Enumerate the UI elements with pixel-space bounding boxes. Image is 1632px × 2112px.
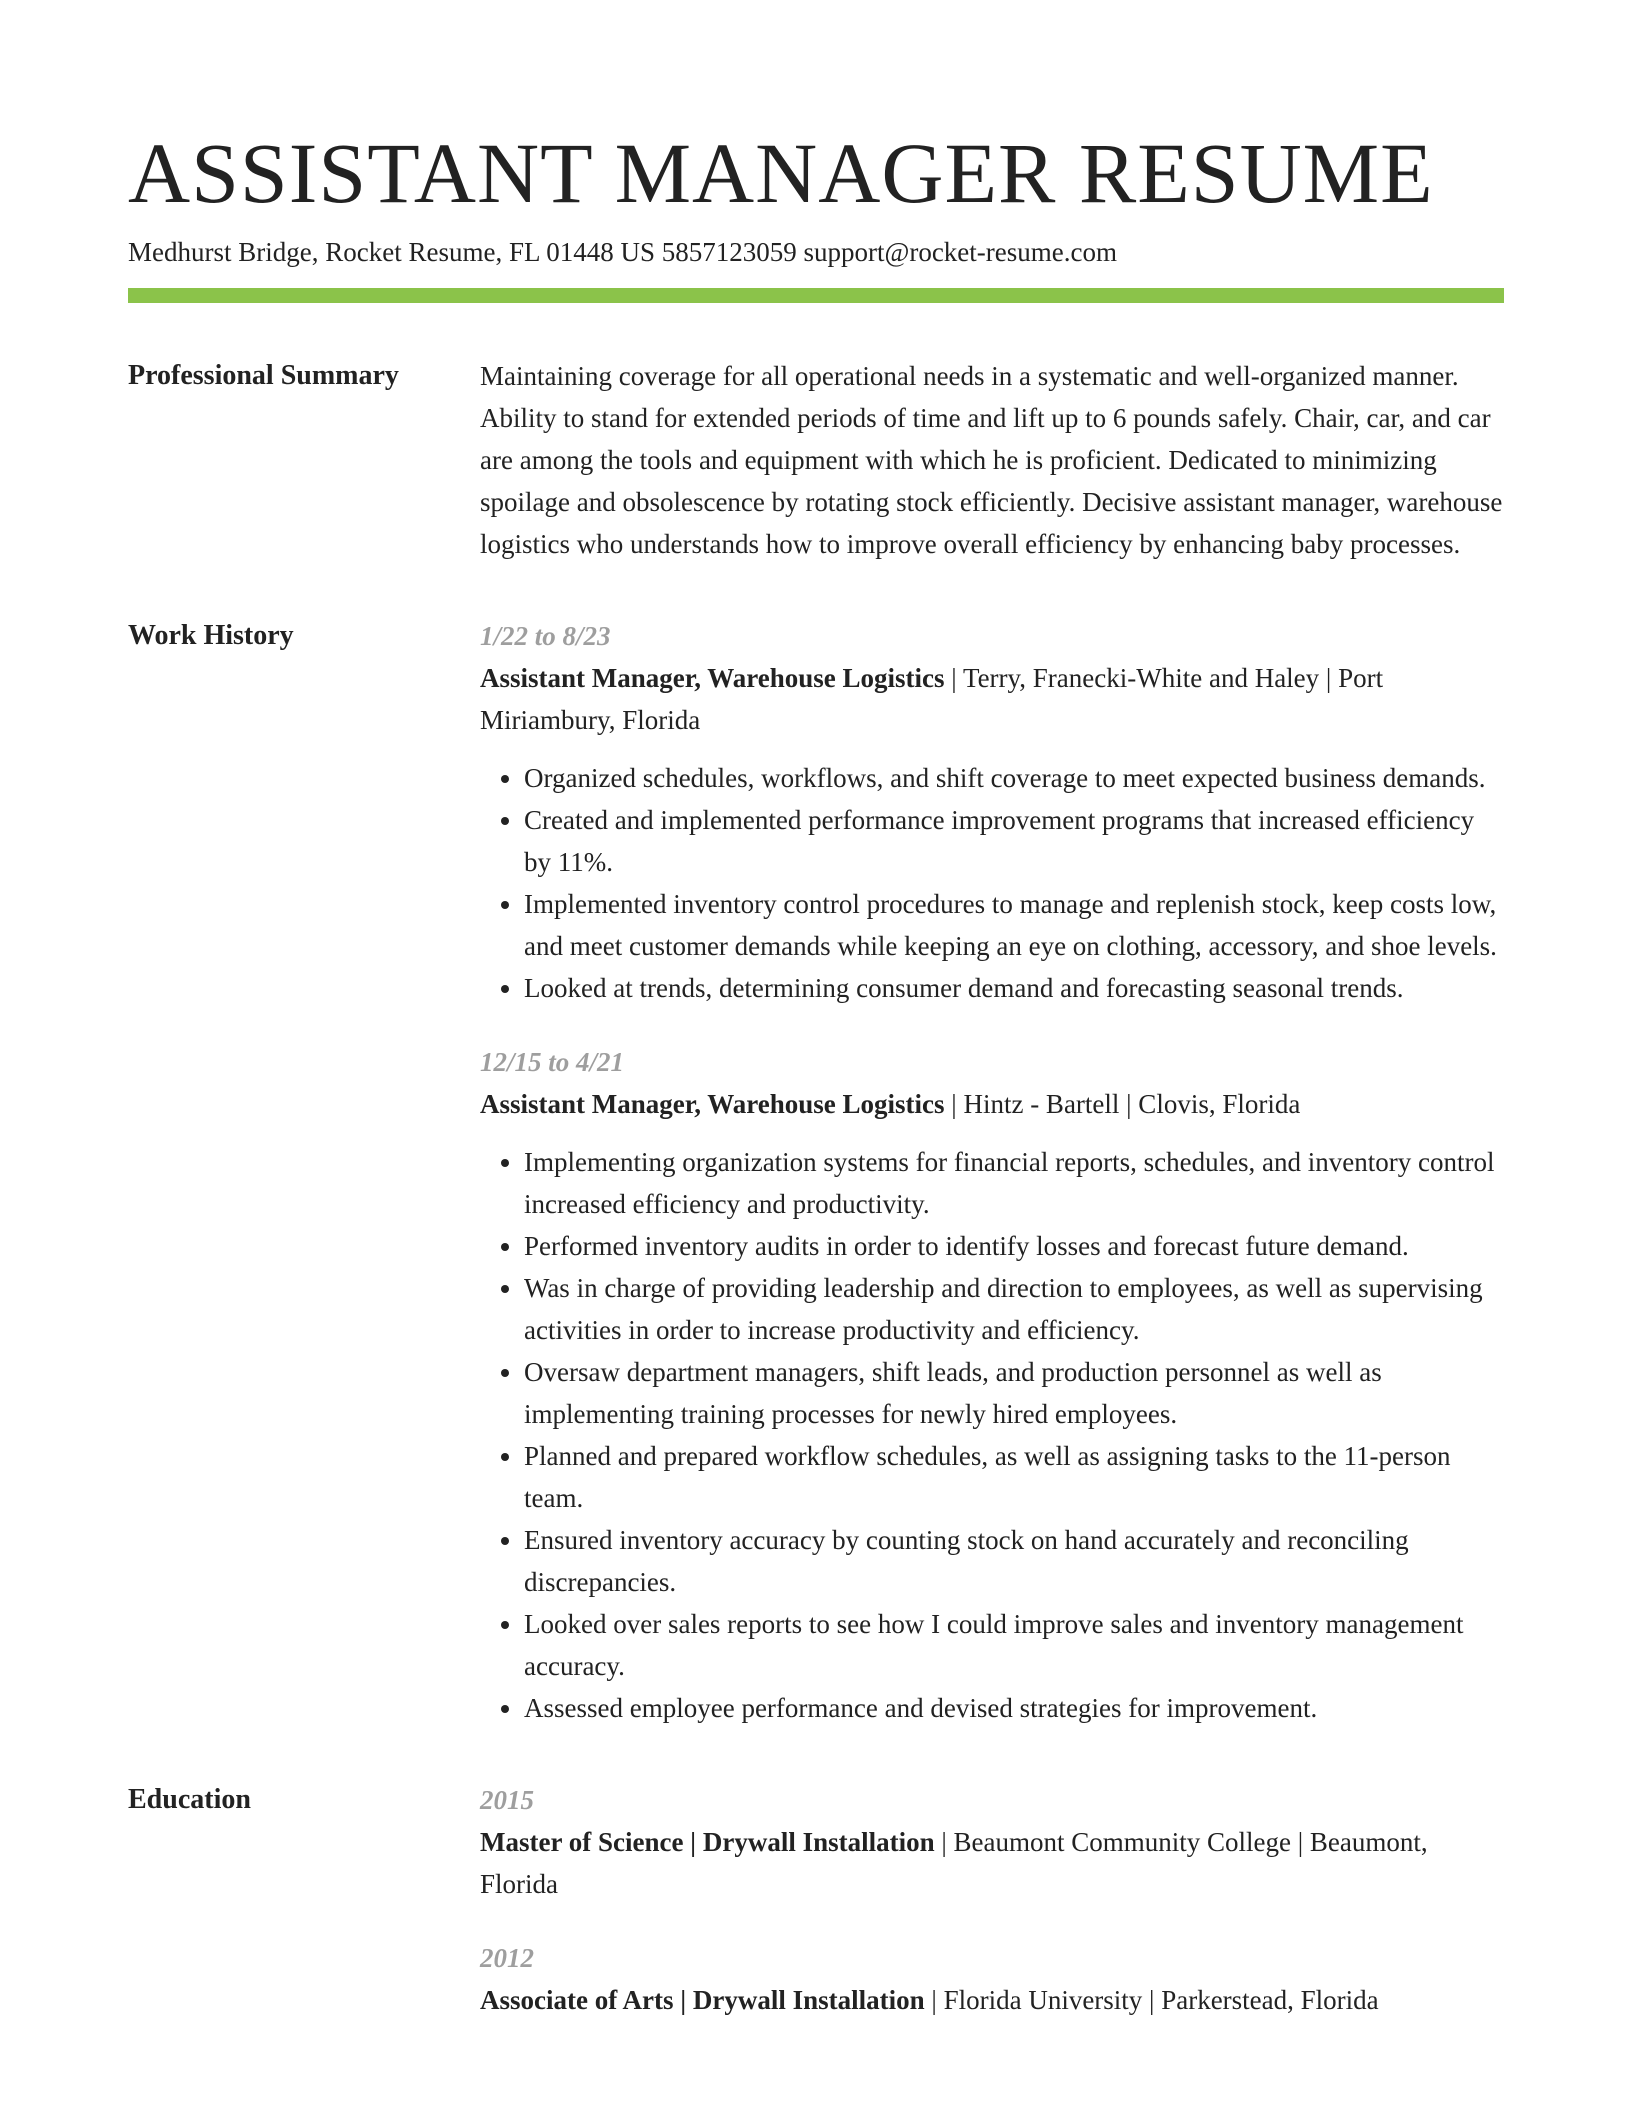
contact-info: Medhurst Bridge, Rocket Resume, FL 01448 US 5857123059 support@rocket-resume.com [128, 237, 1117, 267]
summary-body [480, 355, 1504, 565]
education-entry-heading [480, 1821, 1504, 1905]
section-label-work-history: Work History [128, 620, 294, 651]
bullet-item: • Performed inventory audits in order to identify losses and forecast future demand. [524, 1225, 1504, 1267]
work-history-section [128, 615, 1504, 1729]
work-entry-bullets [480, 757, 1504, 1009]
resume-title: ASSISTANT MANAGER RESUME [128, 125, 1434, 221]
school-location: | Florida University | Parkerstead, Florida [924, 1985, 1379, 2015]
work-entry-bullets [480, 1141, 1504, 1729]
work-entry-date: 1/22 to 8/23 [480, 621, 611, 651]
bullet-item: • Assessed employee performance and devised strategies for improvement. [524, 1687, 1504, 1729]
bullet-item: • Looked at trends, determining consumer demand and forecasting seasonal trends. [524, 967, 1504, 1009]
work-entry-heading [480, 657, 1504, 741]
professional-summary-section [128, 355, 1504, 565]
education-entry-date: 2012 [480, 1943, 534, 1973]
job-title: Assistant Manager, Warehouse Logistics [480, 663, 945, 693]
bullet-item: • Planned and prepared workflow schedules, as well as assigning tasks to the 11-person team. [524, 1435, 1504, 1519]
degree-title: Associate of Arts | Drywall Installation [480, 1985, 925, 2015]
section-label-education: Education [128, 1784, 251, 1815]
education-section [128, 1779, 1504, 2021]
accent-divider [128, 288, 1504, 303]
bullet-item: • Oversaw department managers, shift leads, and production personnel as well as implementing training processes for newly hired employees. [524, 1351, 1504, 1435]
education-body [480, 1779, 1504, 2021]
work-entry-heading [480, 1083, 1504, 1125]
education-entry [480, 1937, 1504, 2021]
work-entry [480, 615, 1504, 1009]
work-entry-date: 12/15 to 4/21 [480, 1047, 625, 1077]
bullet-item: • Ensured inventory accuracy by counting stock on hand accurately and reconciling discrepancies. [524, 1519, 1504, 1603]
work-history-body [480, 615, 1504, 1729]
education-entry-date: 2015 [480, 1785, 534, 1815]
education-entry [480, 1779, 1504, 1905]
degree-title: Master of Science | Drywall Installation [480, 1827, 935, 1857]
bullet-item: • Implementing organization systems for financial reports, schedules, and inventory control increased efficiency and productivity. [524, 1141, 1504, 1225]
summary-text: Maintaining coverage for all operational needs in a systematic and well-organized manner. Ability to stand for extended periods of time and lift up to 6 pounds safely. Chair, car, and car are among the tools and equipment with which he is proficient. Dedicated to minimizing spoilage and obsolescence by rotating stock efficiently. Decisive assistant manager, warehouse logistics who understands how to improve overall efficiency by enhancing baby processes. [480, 361, 1503, 559]
resume-page [128, 118, 1504, 2021]
bullet-item: • Implemented inventory control procedures to manage and replenish stock, keep costs low, and meet customer demands while keeping an eye on clothing, accessory, and shoe levels. [524, 883, 1504, 967]
job-title: Assistant Manager, Warehouse Logistics [480, 1089, 945, 1119]
employer-location: | Terry, Franecki-White and Haley | Port Miriambury, Florida [480, 663, 1384, 735]
work-entry [480, 1041, 1504, 1729]
education-entry-heading [480, 1979, 1504, 2021]
employer-location: | Hintz - Bartell | Clovis, Florida [944, 1089, 1301, 1119]
bullet-item: • Looked over sales reports to see how I could improve sales and inventory management accuracy. [524, 1603, 1504, 1687]
section-label-professional-summary: Professional Summary [128, 360, 399, 391]
bullet-item: • Created and implemented performance improvement programs that increased efficiency by 11%. [524, 799, 1504, 883]
school-location: | Beaumont Community College | Beaumont, Florida [480, 1827, 1428, 1899]
bullet-item: • Organized schedules, workflows, and shift coverage to meet expected business demands. [524, 757, 1504, 799]
bullet-item: • Was in charge of providing leadership and direction to employees, as well as supervising activities in order to increase productivity and efficiency. [524, 1267, 1504, 1351]
